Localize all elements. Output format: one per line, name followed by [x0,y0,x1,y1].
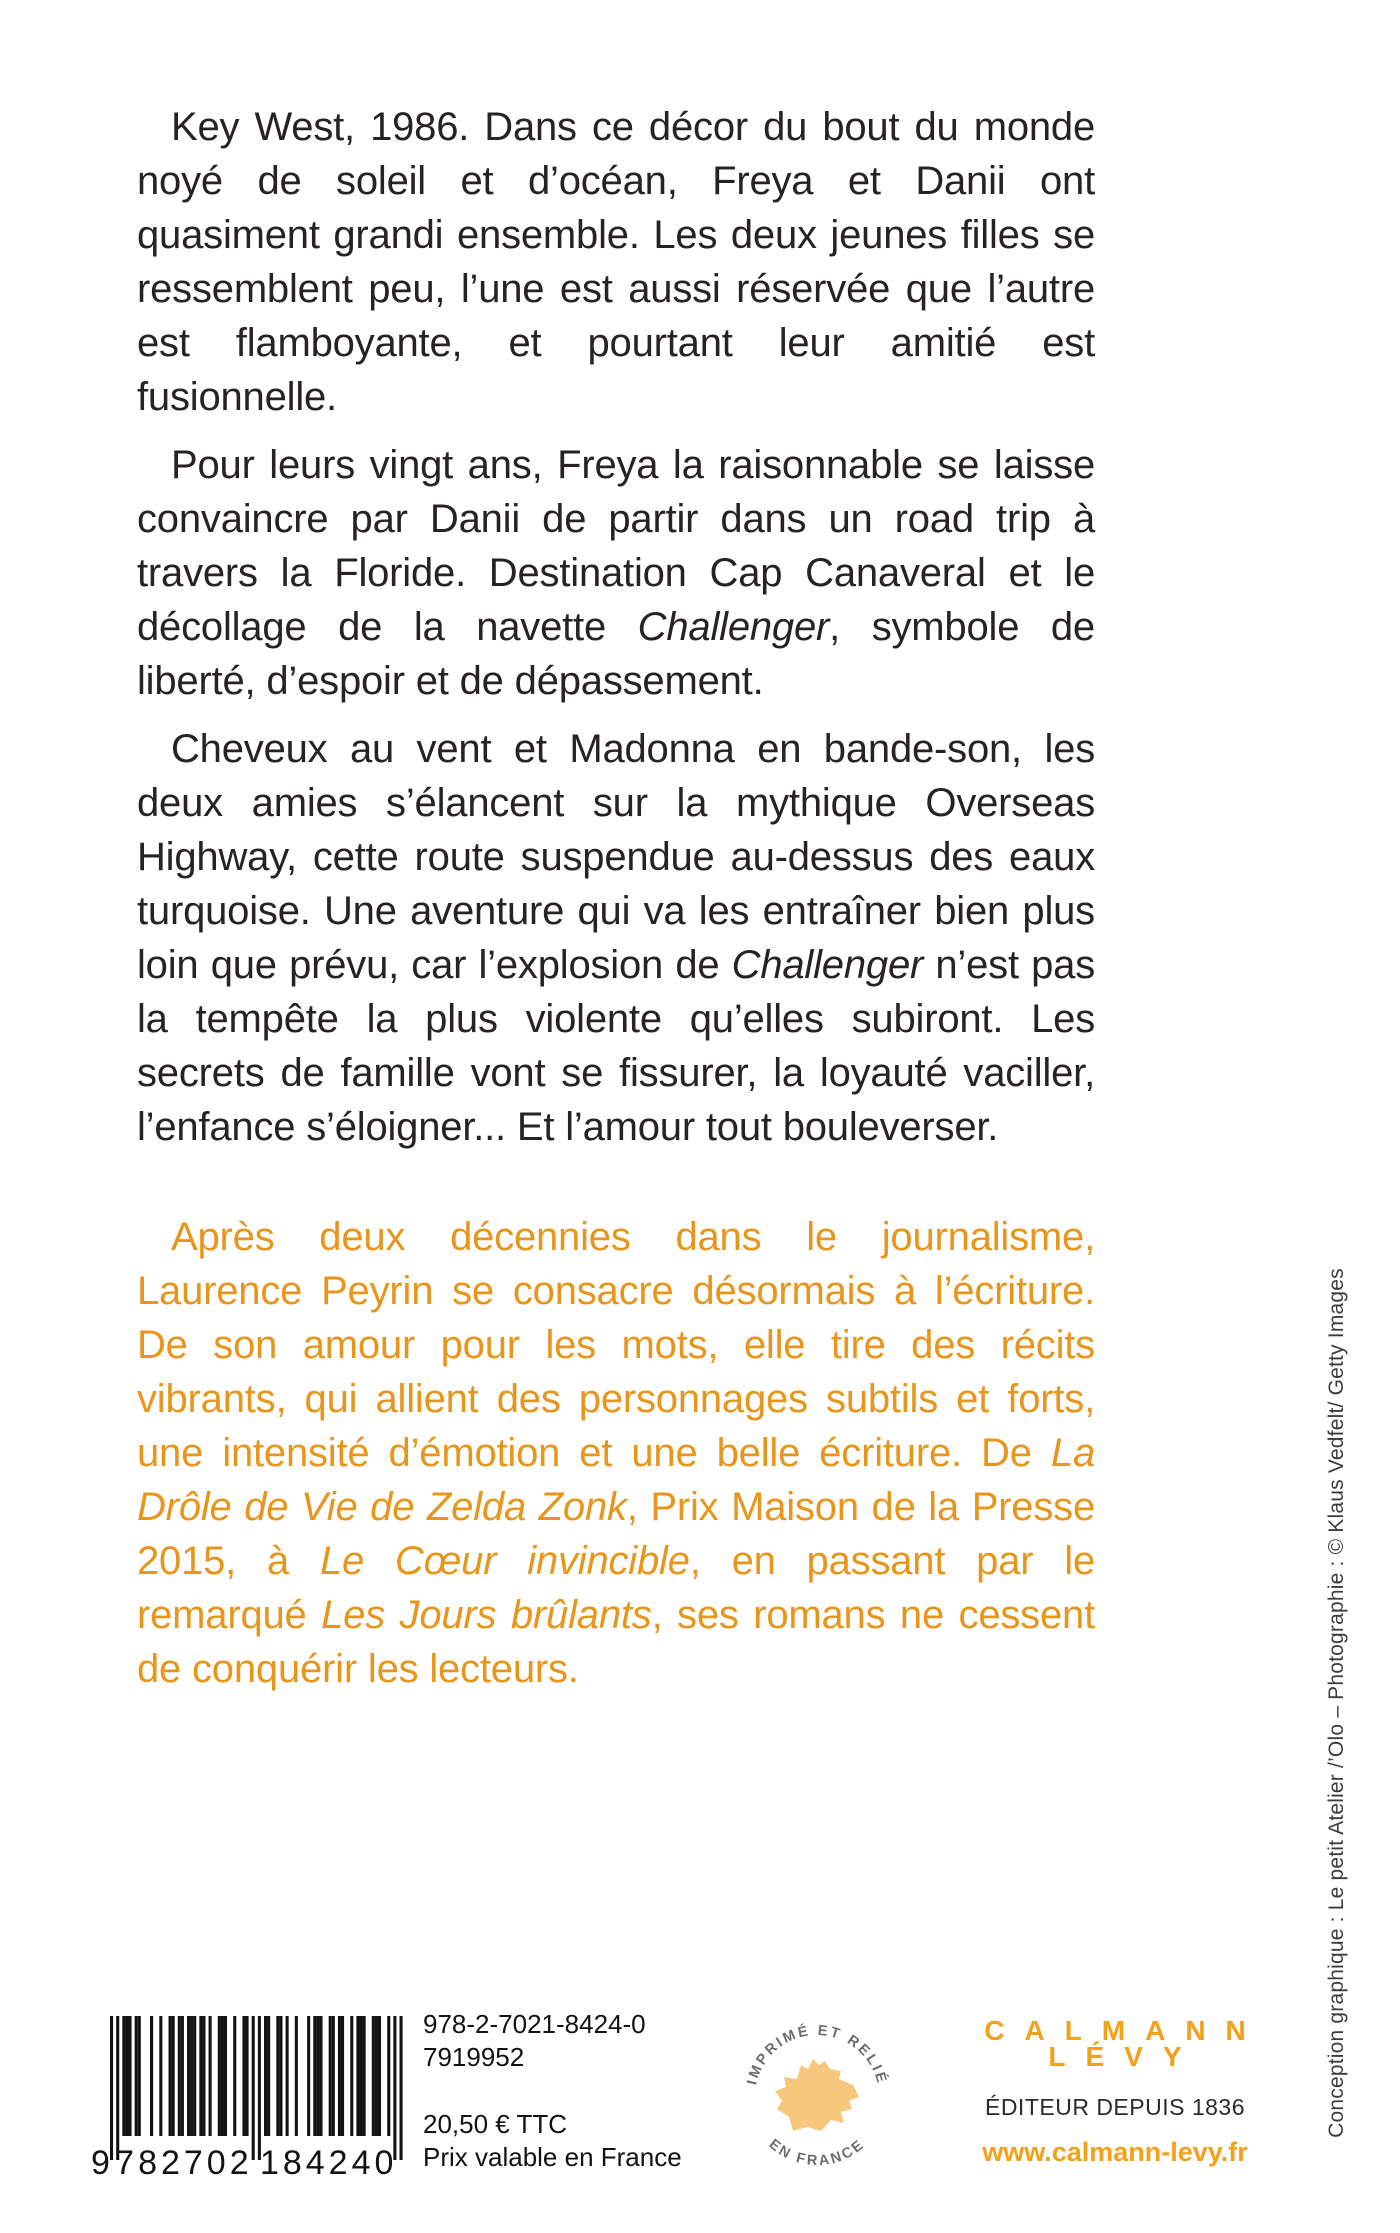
stamp-top-text: IMPRIMÉ ET RELIÉ [744,2022,890,2087]
barcode-bar [172,2016,175,2136]
product-code: 7919952 [423,2042,525,2072]
barcode-bar [202,2016,205,2136]
barcode-bar [116,2016,119,2160]
barcode-bar [332,2016,335,2136]
barcode-bar [209,2016,212,2136]
italic-text-segment: Les Jours brûlants [321,1593,652,1637]
barcode-bar [110,2016,113,2160]
barcode-bar [267,2016,270,2136]
publisher-block [955,2016,1275,2168]
text-segment: Cheveux au vent et Madonna en bande-son, les deux amies s’élancent sur la mythique Overseas Highway, cette route suspendue au-dessus des eaux turquoise. Une aventure qui va les entraîner bien plus loin que prévu, car l’explosion de [137,727,1095,987]
text-segment: , en passant par le remarqué [137,1539,1095,1637]
barcode-bar [221,2016,224,2136]
barcode-bar [319,2016,322,2136]
barcode-bar [338,2016,341,2136]
barcode-bar [307,2016,310,2136]
barcode-bar [378,2016,381,2136]
barcode-bar [169,2016,172,2136]
barcode-bar [356,2016,359,2136]
barcode-bar [122,2016,125,2136]
barcode-bar [178,2016,181,2136]
text-segment: , ses romans ne cessent de conquérir les lecteurs. [137,1593,1095,1691]
publisher-website: www.calmann-levy.fr [982,2137,1248,2167]
france-map-icon [775,2059,859,2131]
barcode-bar [252,2016,255,2160]
author-note-paragraph [137,1210,1095,1696]
barcode-bar [393,2016,396,2160]
barcode-digits: 9 [91,2144,114,2178]
italic-text-segment: Challenger [731,943,924,987]
barcode-bar [150,2016,153,2136]
price-block [423,2108,682,2174]
synopsis-paragraph [137,438,1095,708]
barcode-bar [125,2016,128,2136]
barcode-bar [286,2016,289,2136]
barcode-digits: 184240 [259,2144,398,2178]
barcode-bar [187,2016,190,2136]
barcode-bar [199,2016,202,2136]
author-note [137,1210,1095,1710]
barcode-bar [218,2016,221,2136]
barcode-bar [350,2016,353,2136]
synopsis-paragraph [137,100,1095,424]
synopsis [137,100,1095,1168]
barcode-bar [279,2016,282,2136]
text-segment: , Prix Maison de la Presse 2015, à [137,1485,1095,1583]
text-segment: Pour leurs vingt ans, Freya la raisonnable se laisse convaincre par Danii de partir dans un road trip à travers la Floride. Destination Cap Canaveral et le décollage de la navette [137,443,1095,649]
isbn-number: 978-2-7021-8424-0 [423,2009,646,2039]
barcode-bar [138,2016,141,2136]
stamp-bottom-text: EN FRANCE [765,2136,869,2170]
barcode-bar [258,2016,261,2160]
text-segment: , symbole de liberté, d’espoir et de dépassement. [137,605,1095,703]
barcode-bar [316,2016,319,2136]
barcode-digits: 782702 [115,2144,253,2178]
barcode-bar [264,2016,267,2136]
barcode-bar [375,2016,378,2136]
italic-text-segment: La Drôle de Vie de Zelda Zonk [137,1431,1095,1529]
photo-credits-vertical: Conception graphique : Le petit Atelier /’Olo – Photographie : © Klaus Vedfelt/ Getty Images [1325,1268,1348,2138]
barcode-bar [242,2016,245,2136]
text-segment: n’est pas la tempête la plus violente qu’elles subiront. Les secrets de famille vont se fissurer, la loyauté vaciller, l’enfance s’éloigner... Et l’amour tout bouleverser. [137,943,1095,1149]
barcode [85,2016,407,2183]
publisher-tagline: ÉDITEUR DEPUIS 1836 [984,2094,1246,2120]
barcode-bar [387,2016,390,2136]
barcode-bar [363,2016,366,2136]
barcode-bar [193,2016,196,2136]
barcode-bar [159,2016,162,2136]
publisher-logo-line1: CALMANN [984,2015,1266,2046]
isbn-block [423,2008,646,2074]
barcode-bar [233,2016,236,2136]
barcode-bar [246,2016,249,2136]
italic-text-segment: Challenger [637,605,830,649]
barcode-bar [329,2016,332,2136]
barcode-bar [190,2016,193,2136]
barcode-bar [224,2016,227,2136]
barcode-bar [341,2016,344,2136]
text-segment: Après deux décennies dans le journalisme, Laurence Peyrin se consacre désormais à l’écriture. De son amour pour les mots, elle tire des récits vibrants, qui allient des personnages subtils et forts, une intensité d’émotion et une belle écriture. De [137,1215,1095,1475]
synopsis-paragraph [137,722,1095,1154]
barcode-bar [372,2016,375,2136]
italic-text-segment: Le Cœur invincible [319,1539,690,1583]
price: 20,50 € TTC [423,2109,568,2139]
barcode-bar [359,2016,362,2136]
barcode-bar [295,2016,298,2136]
publisher-logo-line2: LÉVY [1048,2041,1202,2072]
barcode-bar [400,2016,403,2160]
printed-in-france-stamp [729,2007,905,2183]
barcode-bar [313,2016,316,2136]
barcode-bar [135,2016,138,2136]
price-note: Prix valable en France [423,2142,682,2172]
text-segment: Key West, 1986. Dans ce décor du bout du monde noyé de soleil et d’océan, Freya et Danii ont quasiment grandi ensemble. Les deux jeunes filles se ressemblent peu, l’une est aussi réservée que l’autre est flamboyante, et pourtant leur amitié est fusionnelle. [137,105,1095,419]
barcode-bar [276,2016,279,2136]
ean13-barcode-graphic [85,2016,407,2178]
barcode-bar [128,2016,131,2136]
barcode-bar [181,2016,184,2136]
